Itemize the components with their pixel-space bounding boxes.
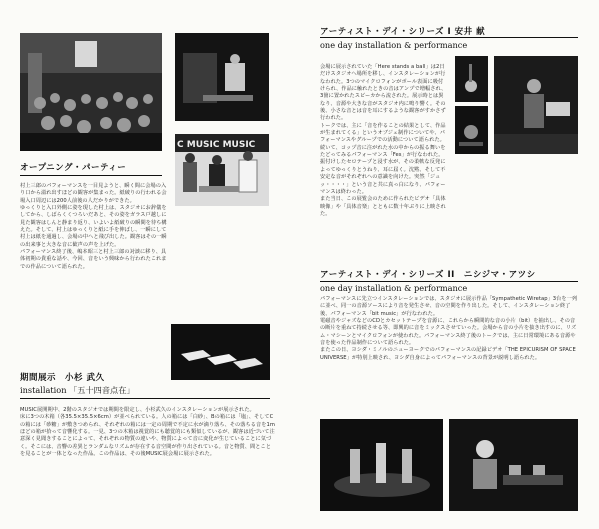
opening-body [20, 183, 168, 271]
music-talk-photo [175, 134, 269, 206]
nishijima-heading: アーティスト・デイ・シリーズ II ニシジマ・アツシ [320, 270, 536, 280]
nishijima-paragraph: パフォーマンスに先立つインスタレーションでは、スタジオに展示作品「Sympathetic Wiretap」3台を一列に並べ、同一の音源ソースにより音を発生させ、音の空間を作り出した。そして、インスタレーション終了後、パフォーマンス「bit music」が行なわれた。 [320, 296, 578, 317]
yasui-paragraph: 会場に展示されていた「Here stands a ball」は2日だけスタジオへ場所を移し、インスタレーションが行なわれた。3つのマイクロフォンがボール表面に吸付けられ、作品に触れたときの音はアンプで増幅され、3箇に置かれたスピーカから流された。展示時とは異なり、音源や大きな音がスタジオ内に鳴り響く。その後、小さな音とは音を耳にするような観客がすかさず行われた。 [320, 64, 447, 122]
nishijima-rule [320, 281, 578, 282]
yasui-subtitle: one day installation & performance [320, 40, 468, 50]
yasui-paragraph: また当日、この展覧会のために作られたビデオ「具体映像」や「具体音楽」とともに数十年ぶりに上映された。 [320, 196, 446, 217]
party-crowd-photo [20, 33, 162, 151]
svg-text:C MUSIC MUSIC: C MUSIC MUSIC [177, 140, 256, 150]
wiretap-left-photo [320, 419, 443, 511]
koshiro-paragraph: MUSIC展開期中、2階のスタジオでは期間を限定し、小杉武久のインスタレーションが展示された。 [20, 407, 255, 413]
yasui-body [320, 64, 448, 218]
opening-paragraph: 村上三郎のパフォーマンスを一目見ようと、瞬く間に会場の入り口から溢れ出すほどの観客が集まった。紙破りの行われる会場入口周辺には200人前後の人だかりができた。 [20, 183, 167, 204]
yasui-heading: アーティスト・デイ・シリーズ I 安井 献 [320, 27, 486, 37]
stage-performer-photo [175, 33, 269, 121]
wiretap-right-photo [449, 419, 578, 511]
yasui-rule [320, 37, 578, 38]
nishijima-body [320, 296, 580, 362]
opening-paragraph: ゆっくりと入口外側に姿を現した村上は、スタジオにお辞儀をしてから、しばらくくつろいだあと、その姿をガラス戸越しに見た観客はしんと静まり返り、いよいよ紙破りの瞬間を待ち構えた。そして、村上はゆっくりと紙に手を伸ばし、一瞬にして村上は紙を通過し、会場の中へと飛び出した。観客はその一瞬の出来事と大きな音に歓声の声を上げた。 [20, 205, 167, 248]
koshiro-subtitle: installation 「五十四音点在」 [20, 385, 135, 395]
nishijima-subtitle: one day installation & performance [320, 283, 468, 293]
ball-mid-photo [455, 106, 488, 154]
nishijima-paragraph: またこの日、ヨシダ・ミノルのニューヨークでのパフォーマンスの記録ビデオ「THE EPICURISM OF SPACE UNIVERSE」が特別上映され、ヨシダ自身によってパフォーマンスの背景が説明し語られた。 [320, 347, 576, 361]
nishijima-paragraph: 電磁音やジャズなどのCDとカセットテープを音源に、これらから瞬間的な音の小片（bit）を抽出し、その音の断片を重ねて持続させる等、即興的に音をミックスさせていった。会場から音の小片を抜き出すのに、リズム・マシーンとマイクロフォンが使われた。パフォーマンス終了後のトークでは、主に日常環境にある音源や音を使った作品制作について語られた。 [320, 318, 577, 347]
yasui-paragraph: トークでは、主に「音を作ることの結果として、作品が生まれてくる」というオブジェ制作についてや、パフォーマンスやグループでの活動について語られた。続いて、コップ音に注がれた水の中からの振る舞いをたどってみるパフォーマンス「Fes」が行なわれた。振付けしたセロテープと浸す水が、その柔軟な反発によってゆっくりとうねり、耳に届く。沈黙、そして不安定な音がそれぞれへの意識を向けた。突然「ジュッ・・・・」という音と共に真っ白になり、パフォーマンスは終わった。 [320, 122, 446, 195]
koshiro-paragraph: 床に3つの木箱（各35.5×35.5×6cm）が並べられている。人の箱には「白砂」、Bの箱には「塩」、そしてCの箱には「砂糖」が敷きつめられ、それぞれの箱には一定の周期で不定に水が滴り落ち、その落ちる音を1mほどの箱が拾って音響化する。一見、3つの木箱は視覚的にも聴覚的にも類似しているが、観客は近づいて注意深く見聞きすることによって、それぞれの物質の違いや、物質によって音に変化が生じていることに気づく。そこには、音響の差異とランダムなリズムが存在する音空間が作り出されている。音と物質、間とことを見ることが一体となった作品。この作品は、その後MUSIC展会場に展示された。 [20, 414, 275, 458]
koshiro-heading: 期間展示 小杉 武久 [20, 373, 105, 383]
sound-boxes-photo [171, 324, 270, 380]
koshiro-body [20, 407, 275, 458]
ball-left-photo [455, 56, 488, 102]
opening-paragraph: パフォーマンス終了後、嶋本昭三と村上三郎の対談に移り、具体初期の貴重な話や、今回、音をいう興味から行われたこれまでの作品について語られた。 [20, 249, 167, 270]
koshiro-rule [20, 398, 270, 399]
ball-right-photo [494, 56, 578, 154]
opening-heading: オープニング・パーティー [20, 163, 127, 173]
opening-rule [20, 175, 162, 176]
